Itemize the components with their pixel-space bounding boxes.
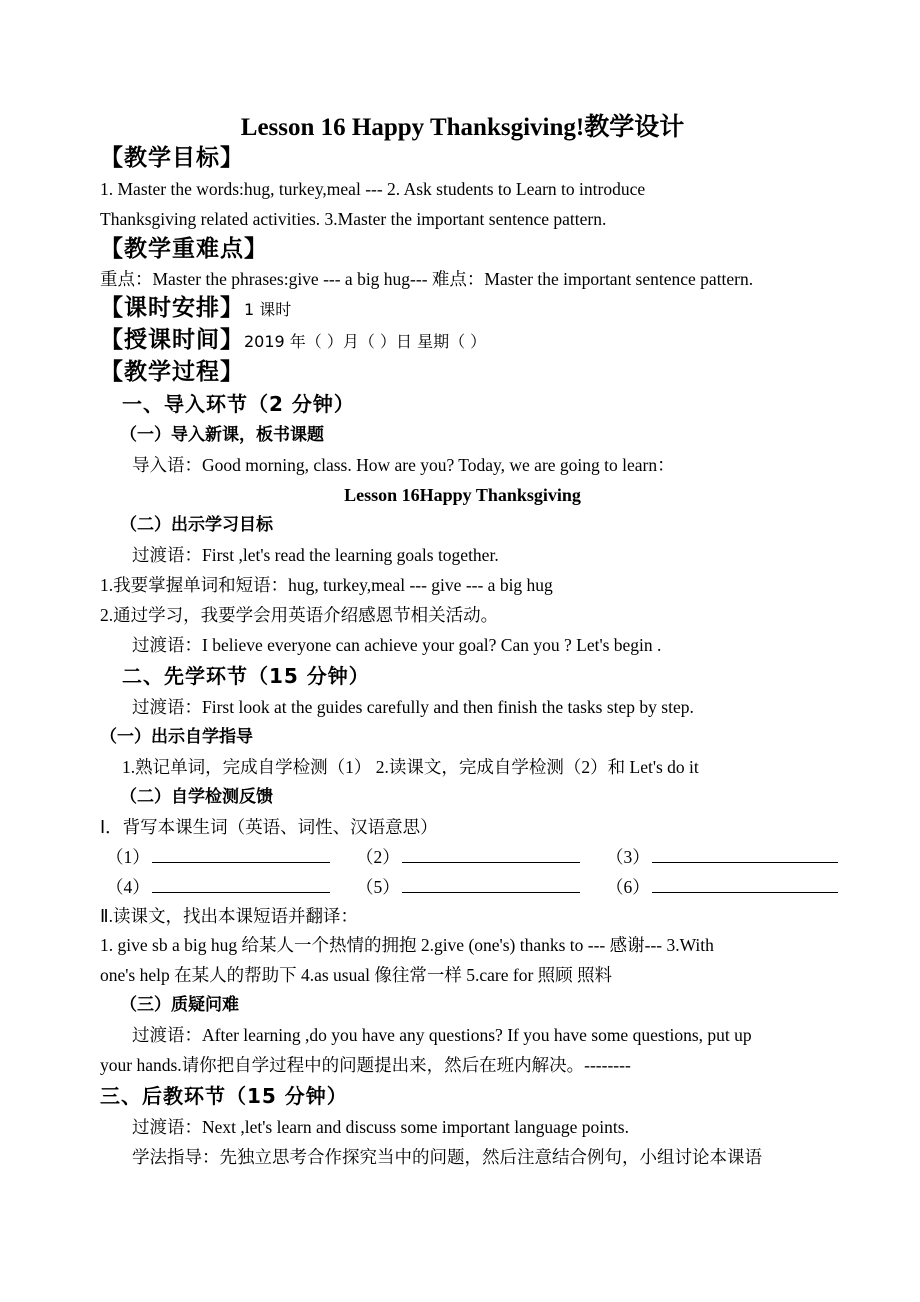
heading-teaching-objectives: 【教学目标】 xyxy=(100,145,244,171)
blank-row xyxy=(100,872,825,902)
heading-key-difficult-points: 【教学重难点】 xyxy=(100,236,268,262)
section-one-goal-2: 2.通过学习，我要学会用英语介绍感恩节相关活动。 xyxy=(100,605,499,625)
objectives-line-1: 1. Master the words:hug, turkey,meal --- 2. Ask students to Learn to introduce xyxy=(100,179,646,199)
section-one-heading: 一、导入环节（2 分钟） xyxy=(122,392,355,416)
heading-period-arrangement xyxy=(100,293,825,325)
section-one-goal-1: 1.我要掌握单词和短语：hug, turkey,meal --- give --- a big hug xyxy=(100,575,553,595)
section-two-sub3-transition-line-2: your hands.请你把自学过程中的问题提出来，然后在班内解决。-------- xyxy=(100,1055,631,1075)
blank-line-input[interactable] xyxy=(402,877,580,893)
section-one-sub1-heading: （一）导入新课，板书课题 xyxy=(120,425,324,445)
section-two-sub1-heading: （一）出示自学指导 xyxy=(100,727,253,747)
section-two-task1-title: Ⅰ．背写本课生词（英语、词性、汉语意思） xyxy=(100,817,438,837)
section-two-sub3-heading: （三）质疑问难 xyxy=(120,995,239,1015)
teaching-time-label: 【授课时间】 xyxy=(100,327,244,353)
section-two-task2-title: Ⅱ.读课文，找出本课短语并翻译： xyxy=(100,906,358,926)
period-arrangement-label: 【课时安排】 xyxy=(100,295,244,321)
section-one-closing-transition: 过渡语：I believe everyone can achieve your goal? Can you ? Let's begin . xyxy=(132,635,662,655)
blank-cell xyxy=(356,872,606,902)
section-one-sub2-transition: 过渡语：First ,let's read the learning goals together. xyxy=(132,545,499,565)
section-two-task2-line-1: 1. give sb a big hug 给某人一个热情的拥抱 2.give (one's) thanks to --- 感谢--- 3.With xyxy=(100,935,714,955)
blank-row xyxy=(100,842,825,872)
section-two-sub2-heading: （二）自学检测反馈 xyxy=(120,787,273,807)
blank-line-input[interactable] xyxy=(652,847,838,863)
section-three-heading: 三、后教环节（15 分钟） xyxy=(100,1084,348,1108)
blank-line-input[interactable] xyxy=(152,847,330,863)
blank-line-input[interactable] xyxy=(402,847,580,863)
section-one-sub2-heading: （二）出示学习目标 xyxy=(120,515,273,535)
section-three-method-guidance: 学法指导：先独立思考合作探究当中的问题，然后注意结合例句，小组讨论本课语 xyxy=(132,1147,762,1167)
section-two-sub3-transition-line-1: 过渡语：After learning ,do you have any questions? If you have some questions, put up xyxy=(132,1025,752,1045)
blank-number: （3） xyxy=(606,847,650,867)
section-two-task2-line-2: one's help 在某人的帮助下 4.as usual 像往常一样 5.care for 照顾 照料 xyxy=(100,965,613,985)
section-three-transition: 过渡语：Next ,let's learn and discuss some important language points. xyxy=(132,1117,629,1137)
heading-teaching-time xyxy=(100,325,825,357)
objectives-line-2: Thanksgiving related activities. 3.Master the important sentence pattern. xyxy=(100,209,607,229)
section-one-sub1-transition: 导入语：Good morning, class. How are you? Today, we are going to learn： xyxy=(132,455,675,475)
blank-cell xyxy=(106,842,356,872)
blank-number: （6） xyxy=(606,877,650,897)
period-arrangement-value: 1 课时 xyxy=(244,300,292,319)
blank-number: （5） xyxy=(356,877,400,897)
blank-cell xyxy=(356,842,606,872)
blank-number: （1） xyxy=(106,847,150,867)
teaching-time-value: 2019 年（ ）月（ ）日 星期（ ） xyxy=(244,332,487,351)
key-points-line-1: 重点：Master the phrases:give --- a big hug--- 难点：Master the important sentence pattern. xyxy=(100,269,754,289)
blank-cell xyxy=(106,872,356,902)
blank-cell xyxy=(606,872,856,902)
blank-line-input[interactable] xyxy=(652,877,838,893)
section-one-centered-lesson-title: Lesson 16Happy Thanksgiving xyxy=(344,485,581,505)
heading-teaching-process: 【教学过程】 xyxy=(100,359,244,385)
blank-number: （4） xyxy=(106,877,150,897)
section-two-heading: 二、先学环节（15 分钟） xyxy=(122,664,370,688)
section-two-sub1-body: 1.熟记单词，完成自学检测（1） 2.读课文，完成自学检测（2）和 Let's do it xyxy=(122,757,699,777)
section-two-transition: 过渡语：First look at the guides carefully and then finish the tasks step by step. xyxy=(132,697,694,717)
blank-cell xyxy=(606,842,856,872)
page-title: Lesson 16 Happy Thanksgiving!教学设计 xyxy=(240,114,685,141)
blank-line-input[interactable] xyxy=(152,877,330,893)
blank-number: （2） xyxy=(356,847,400,867)
